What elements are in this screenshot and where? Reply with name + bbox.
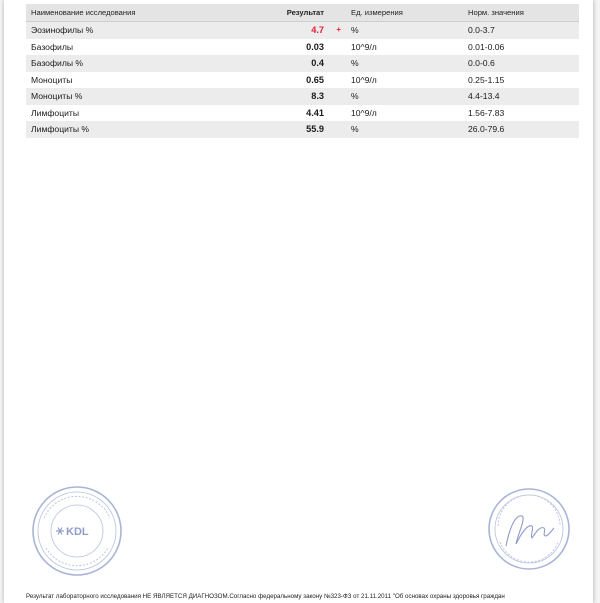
table-row — [26, 22, 579, 39]
test-unit: 10^9/л — [351, 107, 377, 118]
header-norm: Норм. значения — [463, 4, 579, 22]
stamp-outer-ring — [489, 489, 569, 569]
header-test-name: Наименование исследования — [26, 4, 250, 22]
table-row — [26, 55, 579, 72]
test-norm: 0.01-0.06 — [468, 41, 505, 52]
header-unit: Ед. измерения — [346, 4, 463, 22]
test-unit: % — [346, 22, 463, 39]
report-page — [4, 0, 593, 603]
test-norm: 0.0-3.7 — [463, 22, 579, 39]
test-result: 55.9 — [250, 121, 346, 138]
test-result — [250, 22, 346, 39]
table-row — [26, 39, 579, 56]
doctor-stamp-right — [486, 486, 572, 572]
test-norm: 1.56-7.83 — [468, 107, 505, 118]
test-name: Базофилы — [31, 41, 74, 52]
test-norm: 0.0-0.6 — [463, 55, 579, 72]
test-result: 0.65 — [306, 74, 324, 85]
test-name: Базофилы % — [26, 55, 250, 72]
result-value: 4.7 — [311, 25, 324, 36]
test-result: 4.41 — [306, 107, 324, 118]
table-row — [26, 88, 579, 105]
table-row — [26, 72, 579, 89]
snowflake-icon — [56, 528, 64, 535]
kdl-logo-text: KDL — [66, 526, 89, 538]
lab-stamp-left — [30, 484, 124, 578]
test-norm: 26.0-79.6 — [463, 121, 579, 138]
test-unit: % — [346, 88, 463, 105]
stamp-ring-lettering — [498, 495, 560, 562]
table-row — [26, 121, 579, 138]
test-unit: % — [346, 55, 463, 72]
test-unit: 10^9/л — [351, 74, 377, 85]
test-name: Эозинофилы % — [26, 22, 250, 39]
test-name: Моноциты — [31, 74, 73, 85]
test-result: 8.3 — [250, 88, 346, 105]
test-unit: % — [346, 121, 463, 138]
test-norm: 4.4-13.4 — [463, 88, 579, 105]
kdl-logo — [56, 526, 89, 538]
header-result: Результат — [250, 4, 346, 22]
footer-disclaimer: Результат лабораторного исследования НЕ ЯВЛЯЕТСЯ ДИАГНОЗОМ.Согласно федеральному закону №323-ФЗ от 21.11.2011 "Об основах охраны здоровья граждан — [26, 593, 505, 600]
results-table — [26, 4, 579, 138]
test-result: 0.4 — [250, 55, 346, 72]
test-unit: 10^9/л — [351, 41, 377, 52]
test-name: Лимфоциты — [31, 107, 80, 118]
table-row — [26, 105, 579, 122]
out-of-range-flag: + — [336, 25, 341, 34]
doctor-signature — [506, 516, 554, 546]
test-name: Лимфоциты % — [26, 121, 250, 138]
test-result: 0.03 — [306, 41, 324, 52]
test-norm: 0.25-1.15 — [468, 74, 505, 85]
table-header-row — [26, 4, 579, 22]
test-name: Моноциты % — [26, 88, 250, 105]
